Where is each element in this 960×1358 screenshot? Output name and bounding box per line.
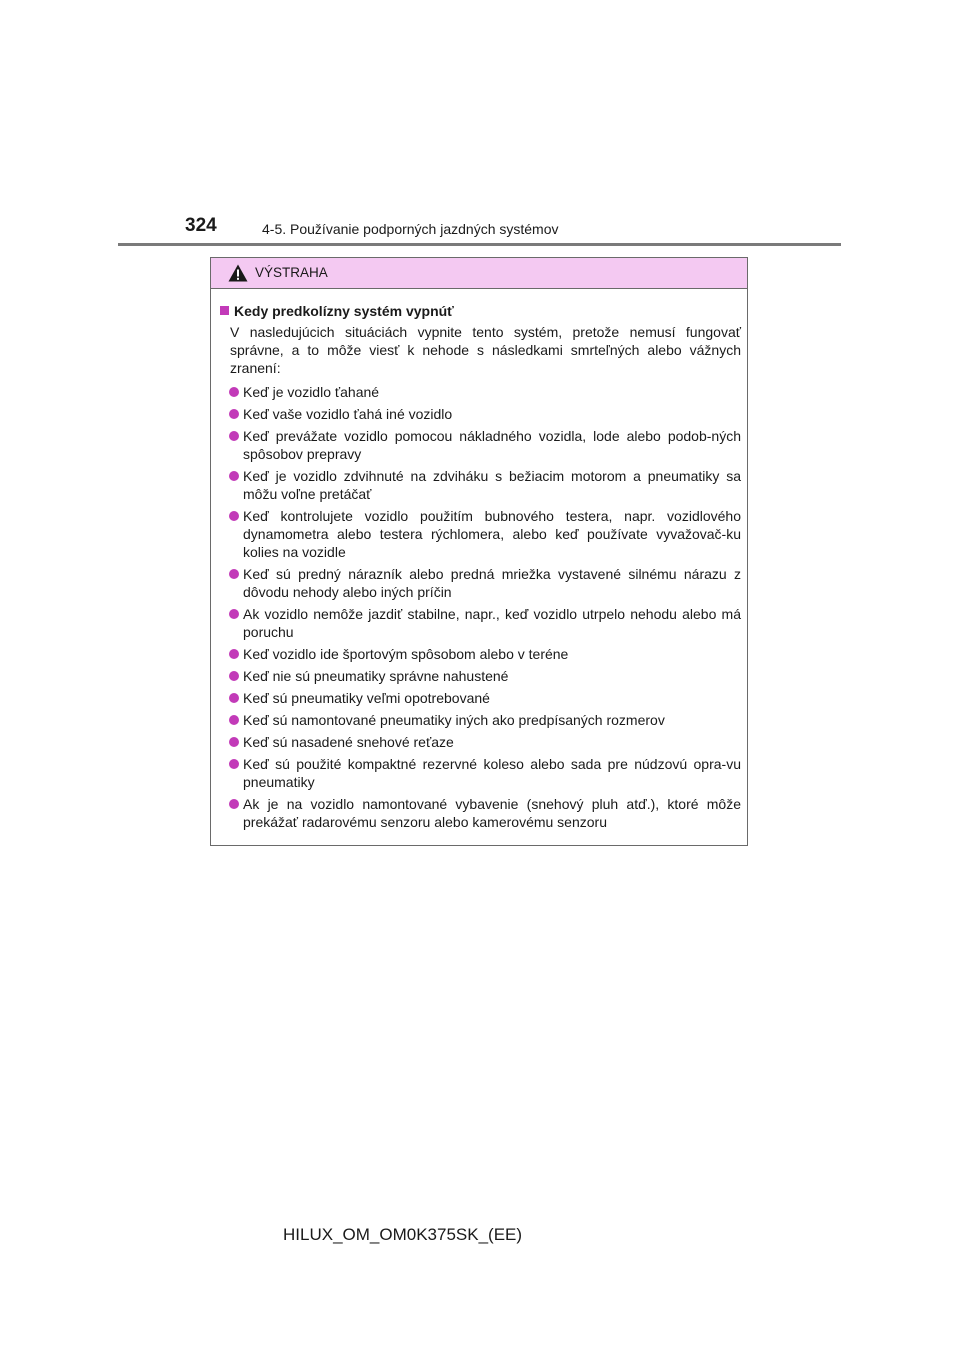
list-item-text: Keď je vozidlo ťahané: [243, 384, 380, 400]
round-bullet-icon: [229, 431, 239, 441]
list-item-text: Keď sú použité kompaktné rezervné koleso alebo sada pre núdzovú opra-vu pneumatiky: [243, 756, 741, 790]
list-item: [229, 427, 741, 463]
section-title: 4-5. Používanie podporných jazdných systémov: [262, 221, 559, 237]
intro-paragraph: V nasledujúcich situáciách vypnite tento systém, pretože nemusí fungovať správne, a to môže viesť k nehode s následkami smrteľných alebo vážnych zranení:: [230, 324, 741, 376]
square-bullet-icon: [220, 306, 229, 315]
page-number: 324: [185, 215, 217, 236]
list-item-text: Keď je vozidlo zdvihnuté na zdviháku s bežiacim motorom a pneumatiky sa môžu voľne pretáčať: [243, 468, 741, 502]
round-bullet-icon: [229, 671, 239, 681]
list-item: [229, 667, 741, 685]
list-item-text: Ak je na vozidlo namontované vybavenie (snehový pluh atď.), ktoré môže prekážať radarovému senzoru alebo kamerovému senzoru: [243, 796, 741, 830]
list-item: [229, 467, 741, 503]
round-bullet-icon: [229, 569, 239, 579]
warning-header: [211, 258, 747, 289]
topic-title: Kedy predkolízny systém vypnúť: [234, 303, 454, 319]
list-item-text: Keď prevážate vozidlo pomocou nákladného vozidla, lode alebo podob-ných spôsobov prepravy: [243, 428, 741, 462]
list-item: [229, 795, 741, 831]
list-item-text: Keď sú namontované pneumatiky iných ako predpísaných rozmerov: [243, 712, 665, 728]
list-item: [229, 645, 741, 663]
list-item: [229, 565, 741, 601]
list-item: [229, 383, 741, 401]
list-item-text: Ak vozidlo nemôže jazdiť stabilne, napr., keď vozidlo utrpelo nehodu alebo má poruchu: [243, 606, 741, 640]
round-bullet-icon: [229, 387, 239, 397]
list-item: [229, 755, 741, 791]
document-code: HILUX_OM_OM0K375SK_(EE): [283, 1225, 523, 1244]
list-item-text: Keď kontrolujete vozidlo použitím bubnového testera, napr. vozidlového dynamometra alebo testera rýchlomera, alebo keď používate vyvažovač-ku kolies na vozidle: [243, 508, 741, 560]
list-item: [229, 605, 741, 641]
list-item-text: Keď sú nasadené snehové reťaze: [243, 734, 454, 750]
list-item: [229, 733, 741, 751]
warning-body: [211, 289, 747, 831]
list-item-text: Keď vaše vozidlo ťahá iné vozidlo: [243, 406, 453, 422]
round-bullet-icon: [229, 511, 239, 521]
round-bullet-icon: [229, 649, 239, 659]
list-item-text: Keď vozidlo ide športovým spôsobom alebo v teréne: [243, 646, 569, 662]
bullet-list: [220, 383, 741, 831]
round-bullet-icon: [229, 693, 239, 703]
warning-label: VÝSTRAHA: [255, 265, 328, 280]
round-bullet-icon: [229, 471, 239, 481]
warning-box: [210, 257, 748, 846]
round-bullet-icon: [229, 409, 239, 419]
list-item-text: Keď sú predný nárazník alebo predná mriežka vystavené silnému nárazu z dôvodu nehody alebo iných príčin: [243, 566, 741, 600]
round-bullet-icon: [229, 609, 239, 619]
round-bullet-icon: [229, 759, 239, 769]
warning-triangle-icon: [228, 264, 248, 282]
round-bullet-icon: [229, 715, 239, 725]
round-bullet-icon: [229, 799, 239, 809]
list-item: [229, 711, 741, 729]
list-item: [229, 405, 741, 423]
list-item: [229, 507, 741, 561]
list-item-text: Keď sú pneumatiky veľmi opotrebované: [243, 690, 490, 706]
topic-heading: [220, 302, 741, 320]
list-item: [229, 689, 741, 707]
list-item-text: Keď nie sú pneumatiky správne nahustené: [243, 668, 509, 684]
header-divider: [118, 243, 841, 246]
round-bullet-icon: [229, 737, 239, 747]
